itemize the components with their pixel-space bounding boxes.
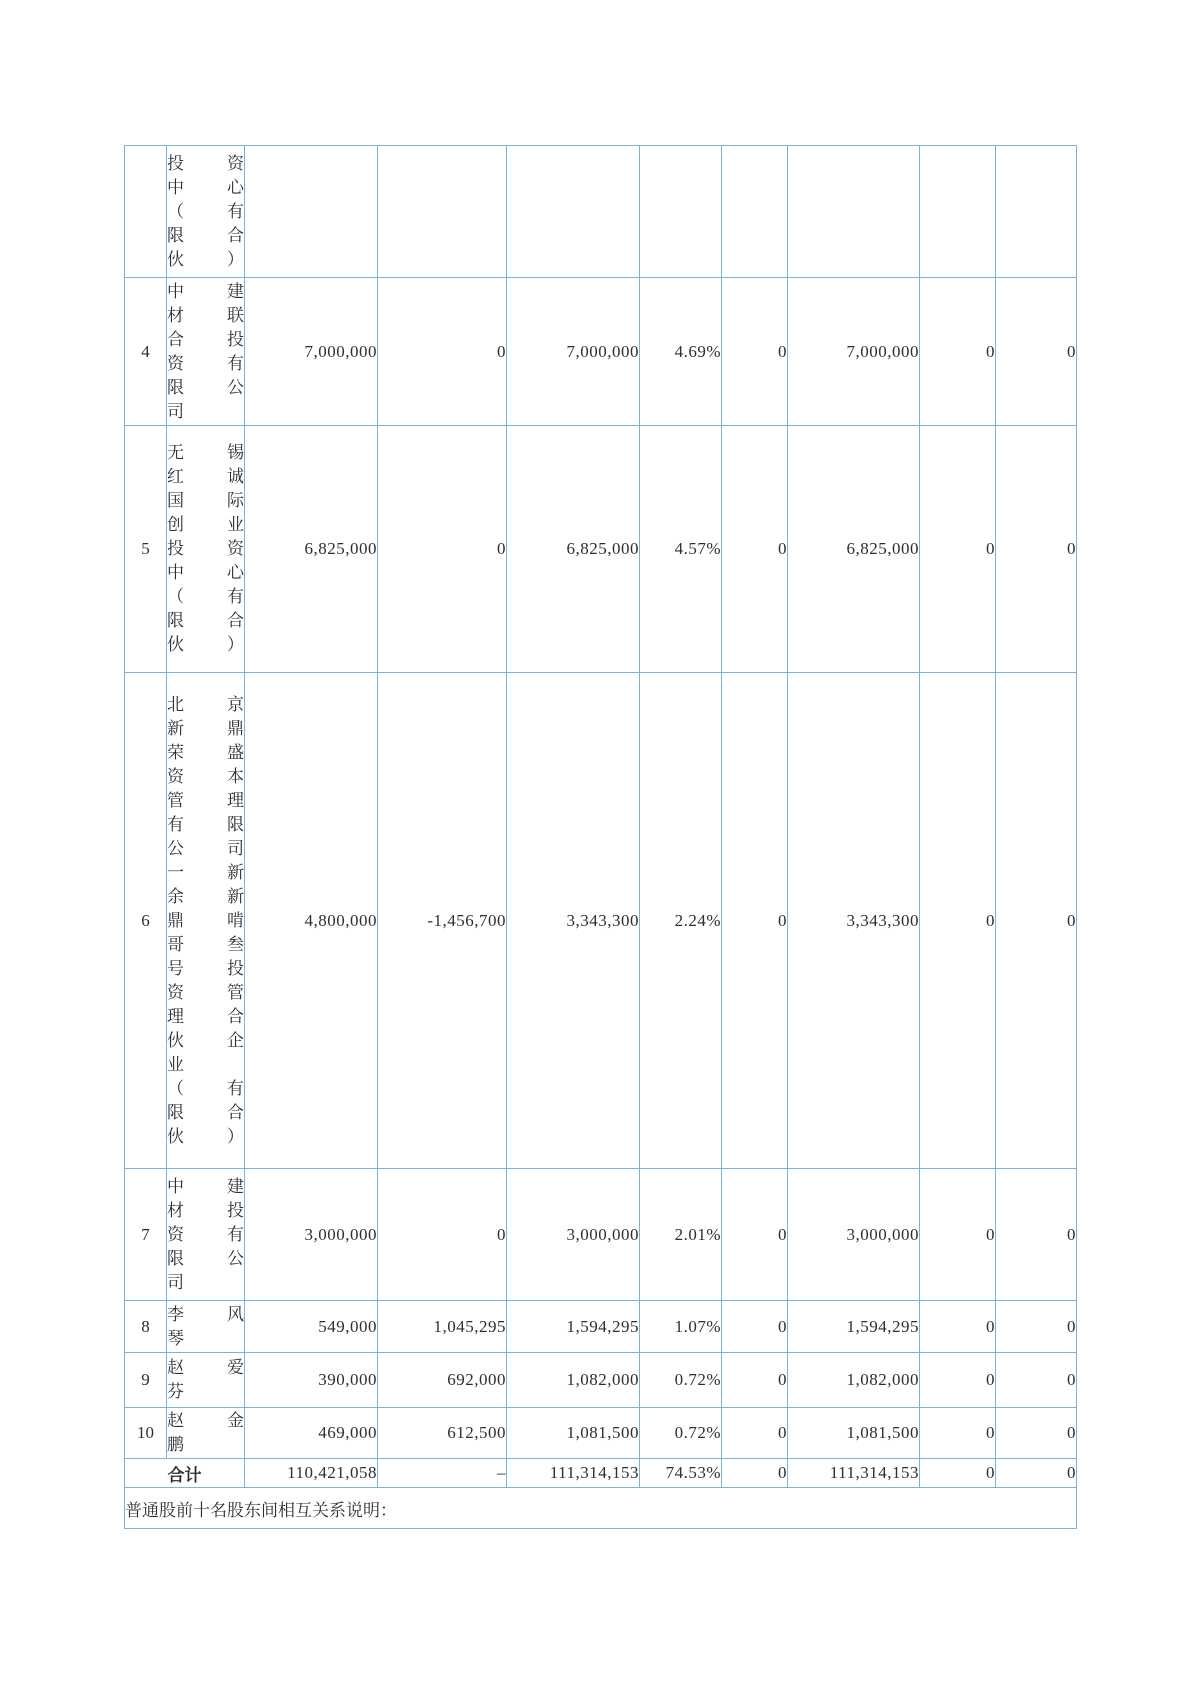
value-cell: 0 xyxy=(996,278,1077,426)
shareholder-name-cell xyxy=(167,146,245,278)
total-shares-begin-cell: 110,421,058 xyxy=(245,1459,378,1488)
value-cell xyxy=(640,146,722,278)
value-cell: 0 xyxy=(920,1301,996,1353)
value-cell: 6,825,000 xyxy=(788,426,920,673)
value-cell xyxy=(920,146,996,278)
name-line: （ 有 xyxy=(167,587,244,606)
name-line: 赵 爱 xyxy=(167,1358,244,1377)
value-cell: 0 xyxy=(920,426,996,673)
name-line: 中 建 xyxy=(167,1176,244,1196)
name-line: 鹏 xyxy=(167,1435,184,1454)
shareholder-name-cell xyxy=(167,426,245,673)
name-line: 红 诚 xyxy=(167,467,244,486)
name-line: （ 有 xyxy=(167,1078,244,1098)
value-cell: 4.57% xyxy=(640,426,722,673)
name-line: 公 司 xyxy=(167,838,244,858)
name-line: （ 有 xyxy=(167,201,244,221)
value-cell: 1.07% xyxy=(640,1301,722,1353)
value-cell: 0 xyxy=(722,1353,788,1408)
name-line: 伙 ） xyxy=(167,635,244,654)
name-line: 无 锡 xyxy=(167,443,244,462)
value-cell xyxy=(788,146,920,278)
name-line: 中 建 xyxy=(167,281,244,301)
note-label: 普通股前十名股东间相互关系说明： xyxy=(125,1488,1077,1529)
value-cell: 1,082,000 xyxy=(507,1353,640,1408)
value-cell: 0 xyxy=(920,1353,996,1408)
shareholder-row-10 xyxy=(125,1408,1077,1459)
name-line: 琴 xyxy=(167,1328,184,1348)
value-cell: 2.24% xyxy=(640,673,722,1169)
value-cell: 0 xyxy=(722,1169,788,1301)
name-line: 芬 xyxy=(167,1382,184,1401)
name-line: 北 京 xyxy=(167,694,244,714)
shareholder-name-cell xyxy=(167,1353,245,1408)
shareholder-name-cell xyxy=(167,1301,245,1353)
value-cell: 3,343,300 xyxy=(507,673,640,1169)
value-cell: 1,082,000 xyxy=(788,1353,920,1408)
value-cell: 3,000,000 xyxy=(507,1169,640,1301)
name-line: 鼎 啃 xyxy=(167,910,244,930)
shareholders-table xyxy=(124,145,1077,1529)
rank-cell: 9 xyxy=(125,1353,167,1408)
value-cell: 0 xyxy=(996,1301,1077,1353)
value-cell: 1,081,500 xyxy=(788,1408,920,1459)
value-cell: 0 xyxy=(996,1408,1077,1459)
value-cell xyxy=(507,146,640,278)
name-line: 中 心 xyxy=(167,563,244,582)
name-line: 伙 ） xyxy=(167,249,244,269)
value-cell: 3,000,000 xyxy=(245,1169,378,1301)
value-cell: 7,000,000 xyxy=(507,278,640,426)
value-cell: 0 xyxy=(920,673,996,1169)
value-cell: 0 xyxy=(378,1169,507,1301)
name-line: 投 资 xyxy=(167,153,244,173)
name-line: 材 联 xyxy=(167,305,244,325)
name-line: 国 际 xyxy=(167,491,244,510)
shareholder-row-6 xyxy=(125,673,1077,1169)
total-frozen-cell: 0 xyxy=(920,1459,996,1488)
value-cell: 3,000,000 xyxy=(788,1169,920,1301)
name-line: 一 新 xyxy=(167,862,244,882)
name-line: 管 理 xyxy=(167,790,244,810)
name-line: 中 心 xyxy=(167,177,244,197)
value-cell: 2.01% xyxy=(640,1169,722,1301)
name-line: 限 公 xyxy=(167,1248,244,1268)
value-cell: 1,045,295 xyxy=(378,1301,507,1353)
value-cell: 7,000,000 xyxy=(245,278,378,426)
name-line: 余 新 xyxy=(167,886,244,906)
name-line: 创 业 xyxy=(167,515,244,534)
value-cell: 0 xyxy=(722,1301,788,1353)
value-cell: 0 xyxy=(722,673,788,1169)
name-line: 资 有 xyxy=(167,353,244,373)
value-cell: 0 xyxy=(378,426,507,673)
value-cell: 0 xyxy=(920,1408,996,1459)
shareholder-name-cell xyxy=(167,278,245,426)
value-cell: 1,081,500 xyxy=(507,1408,640,1459)
rank-cell: 7 xyxy=(125,1169,167,1301)
name-line: 新 鼎 xyxy=(167,718,244,738)
name-line: 材 投 xyxy=(167,1200,244,1220)
value-cell xyxy=(996,146,1077,278)
name-line: 限 公 xyxy=(167,377,244,397)
value-cell: 0.72% xyxy=(640,1408,722,1459)
value-cell: 0 xyxy=(996,1353,1077,1408)
name-line: 理 合 xyxy=(167,1006,244,1026)
value-cell: 7,000,000 xyxy=(788,278,920,426)
name-line: 号 投 xyxy=(167,958,244,978)
name-line: 李 风 xyxy=(167,1304,244,1324)
total-pledged-cell: 0 xyxy=(722,1459,788,1488)
value-cell: 692,000 xyxy=(378,1353,507,1408)
value-cell xyxy=(245,146,378,278)
value-cell: 0 xyxy=(920,278,996,426)
name-line: 伙 ） xyxy=(167,1126,244,1146)
value-cell: 0.72% xyxy=(640,1353,722,1408)
value-cell: 0 xyxy=(722,426,788,673)
value-cell: 0 xyxy=(996,1169,1077,1301)
total-change-cell: – xyxy=(378,1459,507,1488)
shareholder-row-7 xyxy=(125,1169,1077,1301)
total-label: 合计 xyxy=(125,1459,245,1488)
value-cell: 6,825,000 xyxy=(507,426,640,673)
rank-cell: 4 xyxy=(125,278,167,426)
name-line: 司 xyxy=(167,1272,184,1292)
name-line: 司 xyxy=(167,401,184,421)
shareholder-name-cell xyxy=(167,1169,245,1301)
total-row xyxy=(125,1459,1077,1488)
value-cell: 612,500 xyxy=(378,1408,507,1459)
shareholder-row-continued xyxy=(125,146,1077,278)
name-line: 哥 叁 xyxy=(167,934,244,954)
value-cell: 4.69% xyxy=(640,278,722,426)
value-cell: 1,594,295 xyxy=(788,1301,920,1353)
name-line: 限 合 xyxy=(167,225,244,245)
total-unrestricted-cell: 111,314,153 xyxy=(788,1459,920,1488)
value-cell: 0 xyxy=(722,1408,788,1459)
name-line: 限 合 xyxy=(167,611,244,630)
value-cell: 0 xyxy=(722,278,788,426)
rank-cell xyxy=(125,146,167,278)
value-cell: 0 xyxy=(996,426,1077,673)
shareholder-row-9 xyxy=(125,1353,1077,1408)
shareholder-row-5 xyxy=(125,426,1077,673)
value-cell: 6,825,000 xyxy=(245,426,378,673)
value-cell: 549,000 xyxy=(245,1301,378,1353)
value-cell: -1,456,700 xyxy=(378,673,507,1169)
total-other-cell: 0 xyxy=(996,1459,1077,1488)
rank-cell: 8 xyxy=(125,1301,167,1353)
note-row xyxy=(125,1488,1077,1529)
value-cell: 0 xyxy=(920,1169,996,1301)
value-cell xyxy=(378,146,507,278)
shareholder-row-4 xyxy=(125,278,1077,426)
value-cell: 4,800,000 xyxy=(245,673,378,1169)
value-cell: 1,594,295 xyxy=(507,1301,640,1353)
value-cell xyxy=(722,146,788,278)
name-line: 有 限 xyxy=(167,814,244,834)
total-percent-cell: 74.53% xyxy=(640,1459,722,1488)
name-line: 投 资 xyxy=(167,539,244,558)
name-line: 荣 盛 xyxy=(167,742,244,762)
name-line: 伙 企 xyxy=(167,1030,244,1050)
name-line: 资 管 xyxy=(167,982,244,1002)
value-cell: 0 xyxy=(378,278,507,426)
rank-cell: 10 xyxy=(125,1408,167,1459)
value-cell: 0 xyxy=(996,673,1077,1169)
total-shares-end-cell: 111,314,153 xyxy=(507,1459,640,1488)
value-cell: 3,343,300 xyxy=(788,673,920,1169)
value-cell: 469,000 xyxy=(245,1408,378,1459)
rank-cell: 5 xyxy=(125,426,167,673)
name-line: 资 有 xyxy=(167,1224,244,1244)
name-line: 限 合 xyxy=(167,1102,244,1122)
name-line: 赵 金 xyxy=(167,1411,244,1430)
shareholder-name-cell xyxy=(167,673,245,1169)
name-line: 业 xyxy=(167,1054,184,1074)
rank-cell: 6 xyxy=(125,673,167,1169)
shareholder-row-8 xyxy=(125,1301,1077,1353)
value-cell: 390,000 xyxy=(245,1353,378,1408)
name-line: 资 本 xyxy=(167,766,244,786)
shareholder-name-cell xyxy=(167,1408,245,1459)
name-line: 合 投 xyxy=(167,329,244,349)
